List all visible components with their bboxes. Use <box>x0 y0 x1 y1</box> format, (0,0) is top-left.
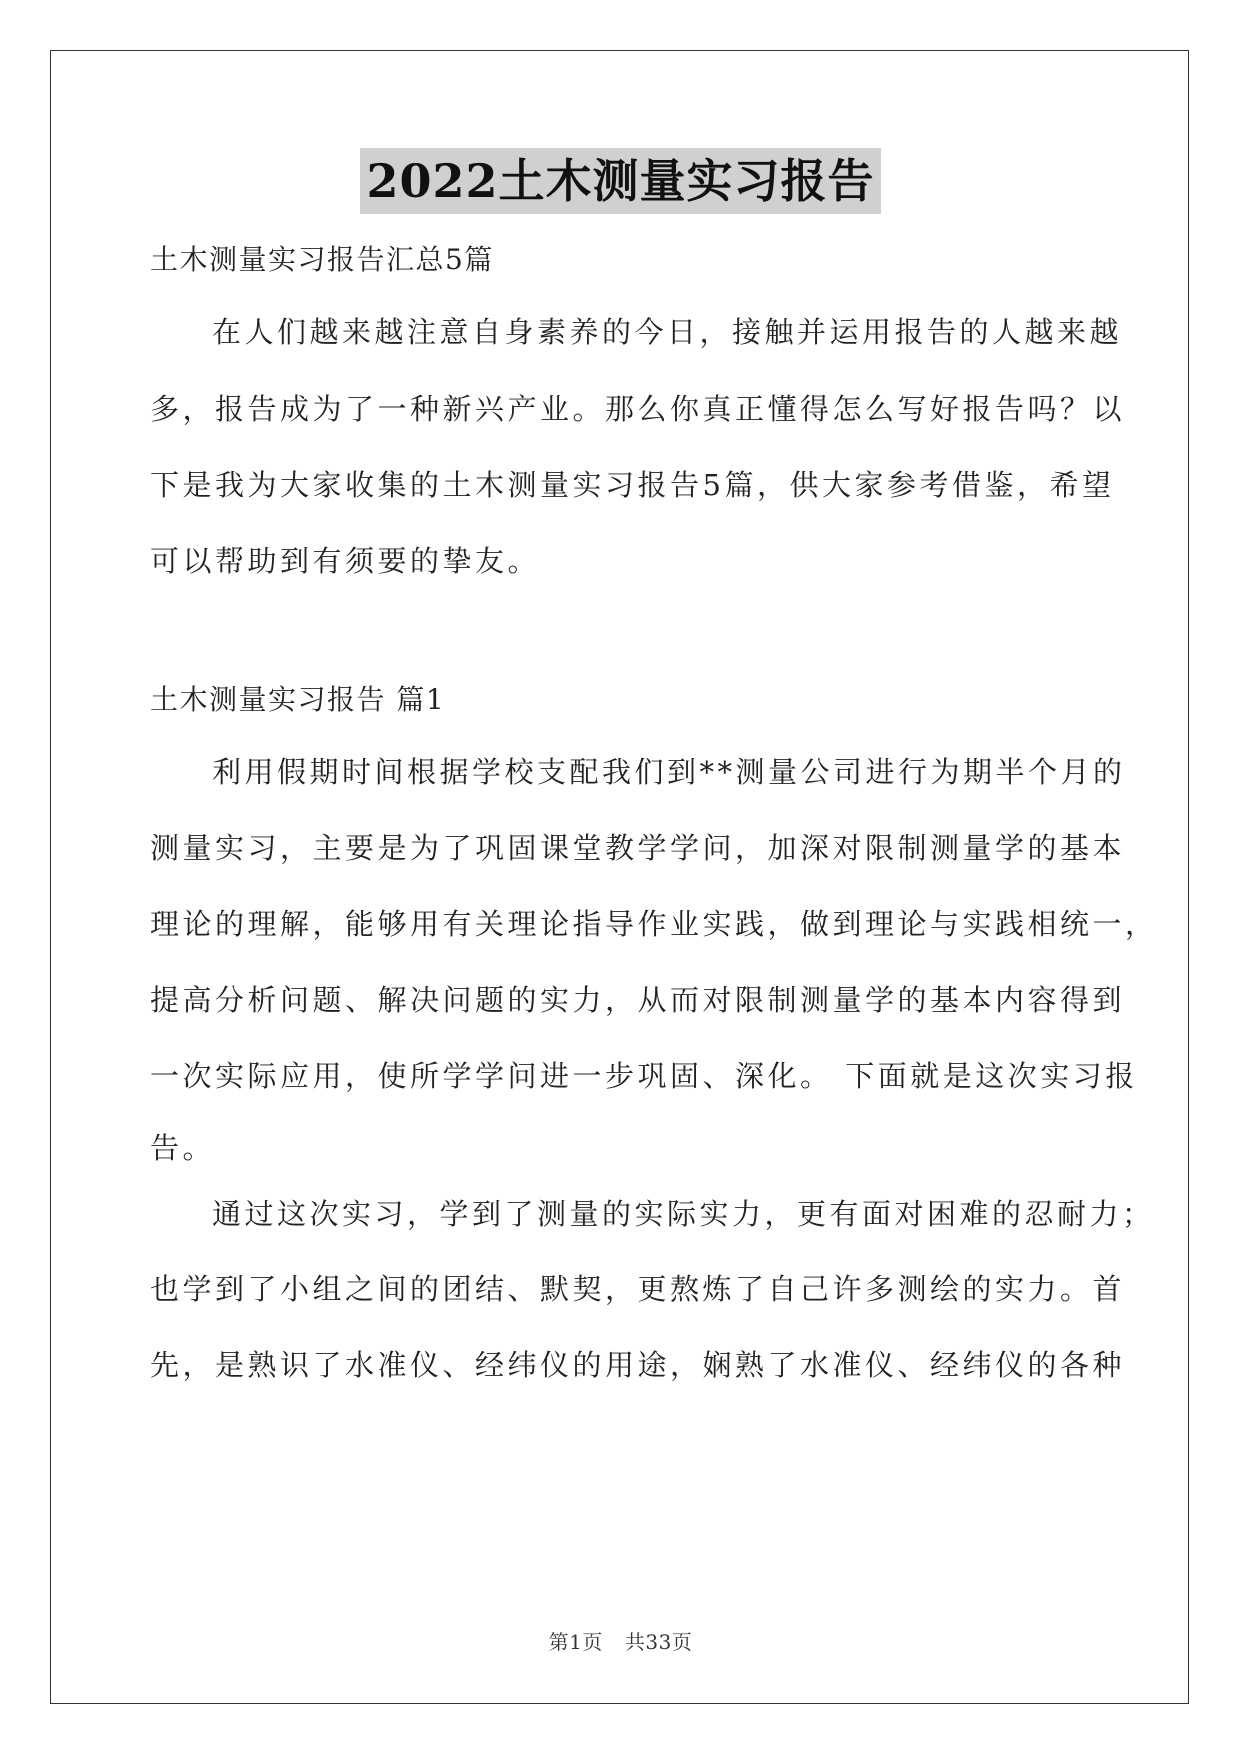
page-footer <box>0 1626 1241 1655</box>
para1-line-6: 告。 <box>150 1131 216 1165</box>
para1-line-1: 利用假期时间根据学校支配我们到**测量公司进行为期半个月的 <box>212 755 1126 789</box>
title-container <box>0 148 1241 214</box>
page-number: 第1页 <box>548 1630 603 1654</box>
para1-line-5: 一次实际应用，使所学学问进一步巩固、深化。 下面就是这次实习报 <box>150 1059 1138 1093</box>
intro-line-2: 多，报告成为了一种新兴产业。那么你真正懂得怎么写好报告吗？以 <box>150 392 1126 426</box>
intro-line-3: 下是我为大家收集的土木测量实习报告5篇，供大家参考借鉴，希望 <box>150 468 1115 502</box>
para1-line-3: 理论的理解，能够用有关理论指导作业实践，做到理论与实践相统一， <box>150 907 1158 941</box>
page-total: 共33页 <box>624 1630 693 1654</box>
intro-line-4: 可以帮助到有须要的挚友。 <box>150 544 541 578</box>
para2-line-3: 先，是熟识了水准仪、经纬仪的用途，娴熟了水准仪、经纬仪的各种 <box>150 1348 1126 1382</box>
para2-line-2: 也学到了小组之间的团结、默契，更熬炼了自己许多测绘的实力。首 <box>150 1272 1126 1306</box>
para1-line-4: 提高分析问题、解决问题的实力，从而对限制测量学的基本内容得到 <box>150 983 1126 1017</box>
document-title: 2022土木测量实习报告 <box>360 148 880 214</box>
para1-line-2: 测量实习，主要是为了巩固课堂教学学问，加深对限制测量学的基本 <box>150 831 1126 865</box>
section-heading-1: 土木测量实习报告 篇1 <box>150 683 446 716</box>
intro-line-1: 在人们越来越注意自身素养的今日，接触并运用报告的人越来越 <box>212 315 1123 349</box>
page-border <box>50 50 1189 1704</box>
para2-line-1: 通过这次实习，学到了测量的实际实力，更有面对困难的忍耐力； <box>212 1197 1155 1231</box>
document-subtitle: 土木测量实习报告汇总5篇 <box>150 243 494 276</box>
